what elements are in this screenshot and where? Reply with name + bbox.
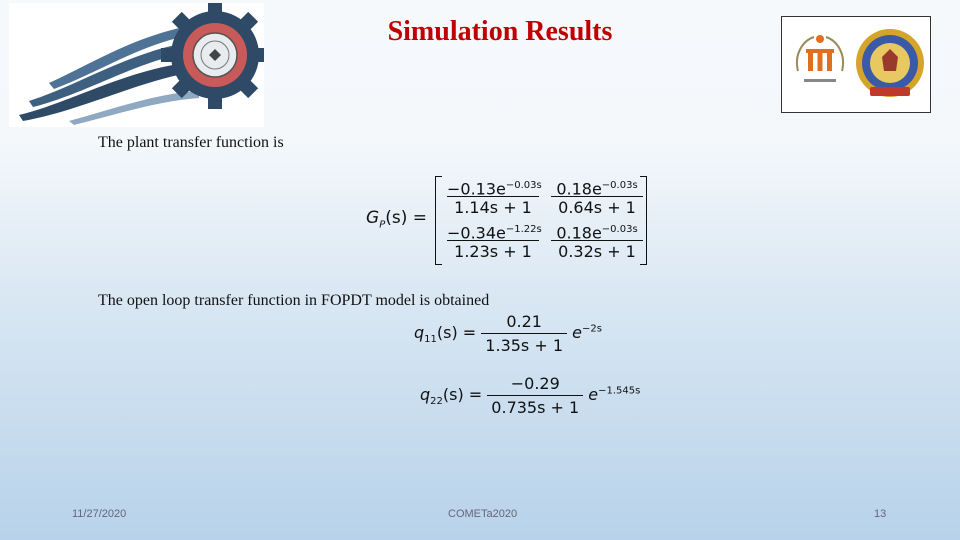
r2c2-exponent: −0.03s xyxy=(601,224,638,235)
slide-title: Simulation Results xyxy=(387,16,613,47)
r1c1-numerator: −0.13e xyxy=(447,179,506,199)
fopdt-text: The open loop transfer function in FOPDT model is obtained xyxy=(98,292,490,309)
footer-event: COMETa2020 xyxy=(448,508,518,520)
matrix-cell-r1c1 xyxy=(447,176,542,217)
q22-fraction xyxy=(487,374,583,417)
q22-denominator: 0.735s + 1 xyxy=(491,398,580,417)
institution-logos-icon xyxy=(782,17,930,112)
matrix-left-bracket xyxy=(435,176,442,265)
gear-logo-icon xyxy=(9,3,264,127)
plant-matrix xyxy=(435,176,647,265)
gp-argument: (s) = xyxy=(385,208,427,228)
q22-argument: (s) = xyxy=(442,385,483,404)
r2c2-denominator: 0.32s + 1 xyxy=(558,242,636,261)
matrix-cell-r1c2 xyxy=(551,176,643,217)
r2c1-denominator: 1.23s + 1 xyxy=(454,242,532,261)
q11-numerator: 0.21 xyxy=(481,312,567,334)
q11-equation xyxy=(414,312,602,355)
q22-exponent: −1.545s xyxy=(598,385,641,397)
q11-exp-base: e xyxy=(572,323,582,342)
plant-tf-text: The plant transfer function is xyxy=(98,134,284,151)
footer-page-number: 13 xyxy=(874,508,887,520)
r2c2-numerator: 0.18e xyxy=(556,223,602,243)
q11-symbol: q xyxy=(414,323,425,342)
gp-symbol: G xyxy=(366,208,380,228)
q11-denominator: 1.35s + 1 xyxy=(485,336,564,355)
r2c1-numerator: −0.34e xyxy=(447,223,506,243)
q22-subscript: 22 xyxy=(430,396,443,408)
q22-exp-base: e xyxy=(588,385,599,404)
q22-symbol: q xyxy=(420,385,431,404)
r2c1-exponent: −1.22s xyxy=(505,224,542,235)
q11-fraction xyxy=(481,312,567,355)
r1c2-denominator: 0.64s + 1 xyxy=(558,198,636,217)
r1c1-exponent: −0.03s xyxy=(505,180,542,191)
gear-logo xyxy=(9,3,264,127)
gp-subscript: P xyxy=(379,219,386,231)
matrix-cell-r2c1 xyxy=(447,220,542,261)
q11-exponent: −2s xyxy=(581,323,602,335)
gp-label xyxy=(366,208,427,230)
q22-numerator: −0.29 xyxy=(487,374,583,396)
footer-date: 11/27/2020 xyxy=(72,508,127,520)
q22-equation xyxy=(420,374,640,417)
matrix-cell-r2c2 xyxy=(551,220,643,261)
r1c2-numerator: 0.18e xyxy=(556,179,602,199)
r1c1-denominator: 1.14s + 1 xyxy=(454,198,532,217)
q11-argument: (s) = xyxy=(436,323,477,342)
r1c2-exponent: −0.03s xyxy=(601,180,638,191)
institution-logos xyxy=(781,16,931,113)
q11-subscript: 11 xyxy=(424,334,437,346)
